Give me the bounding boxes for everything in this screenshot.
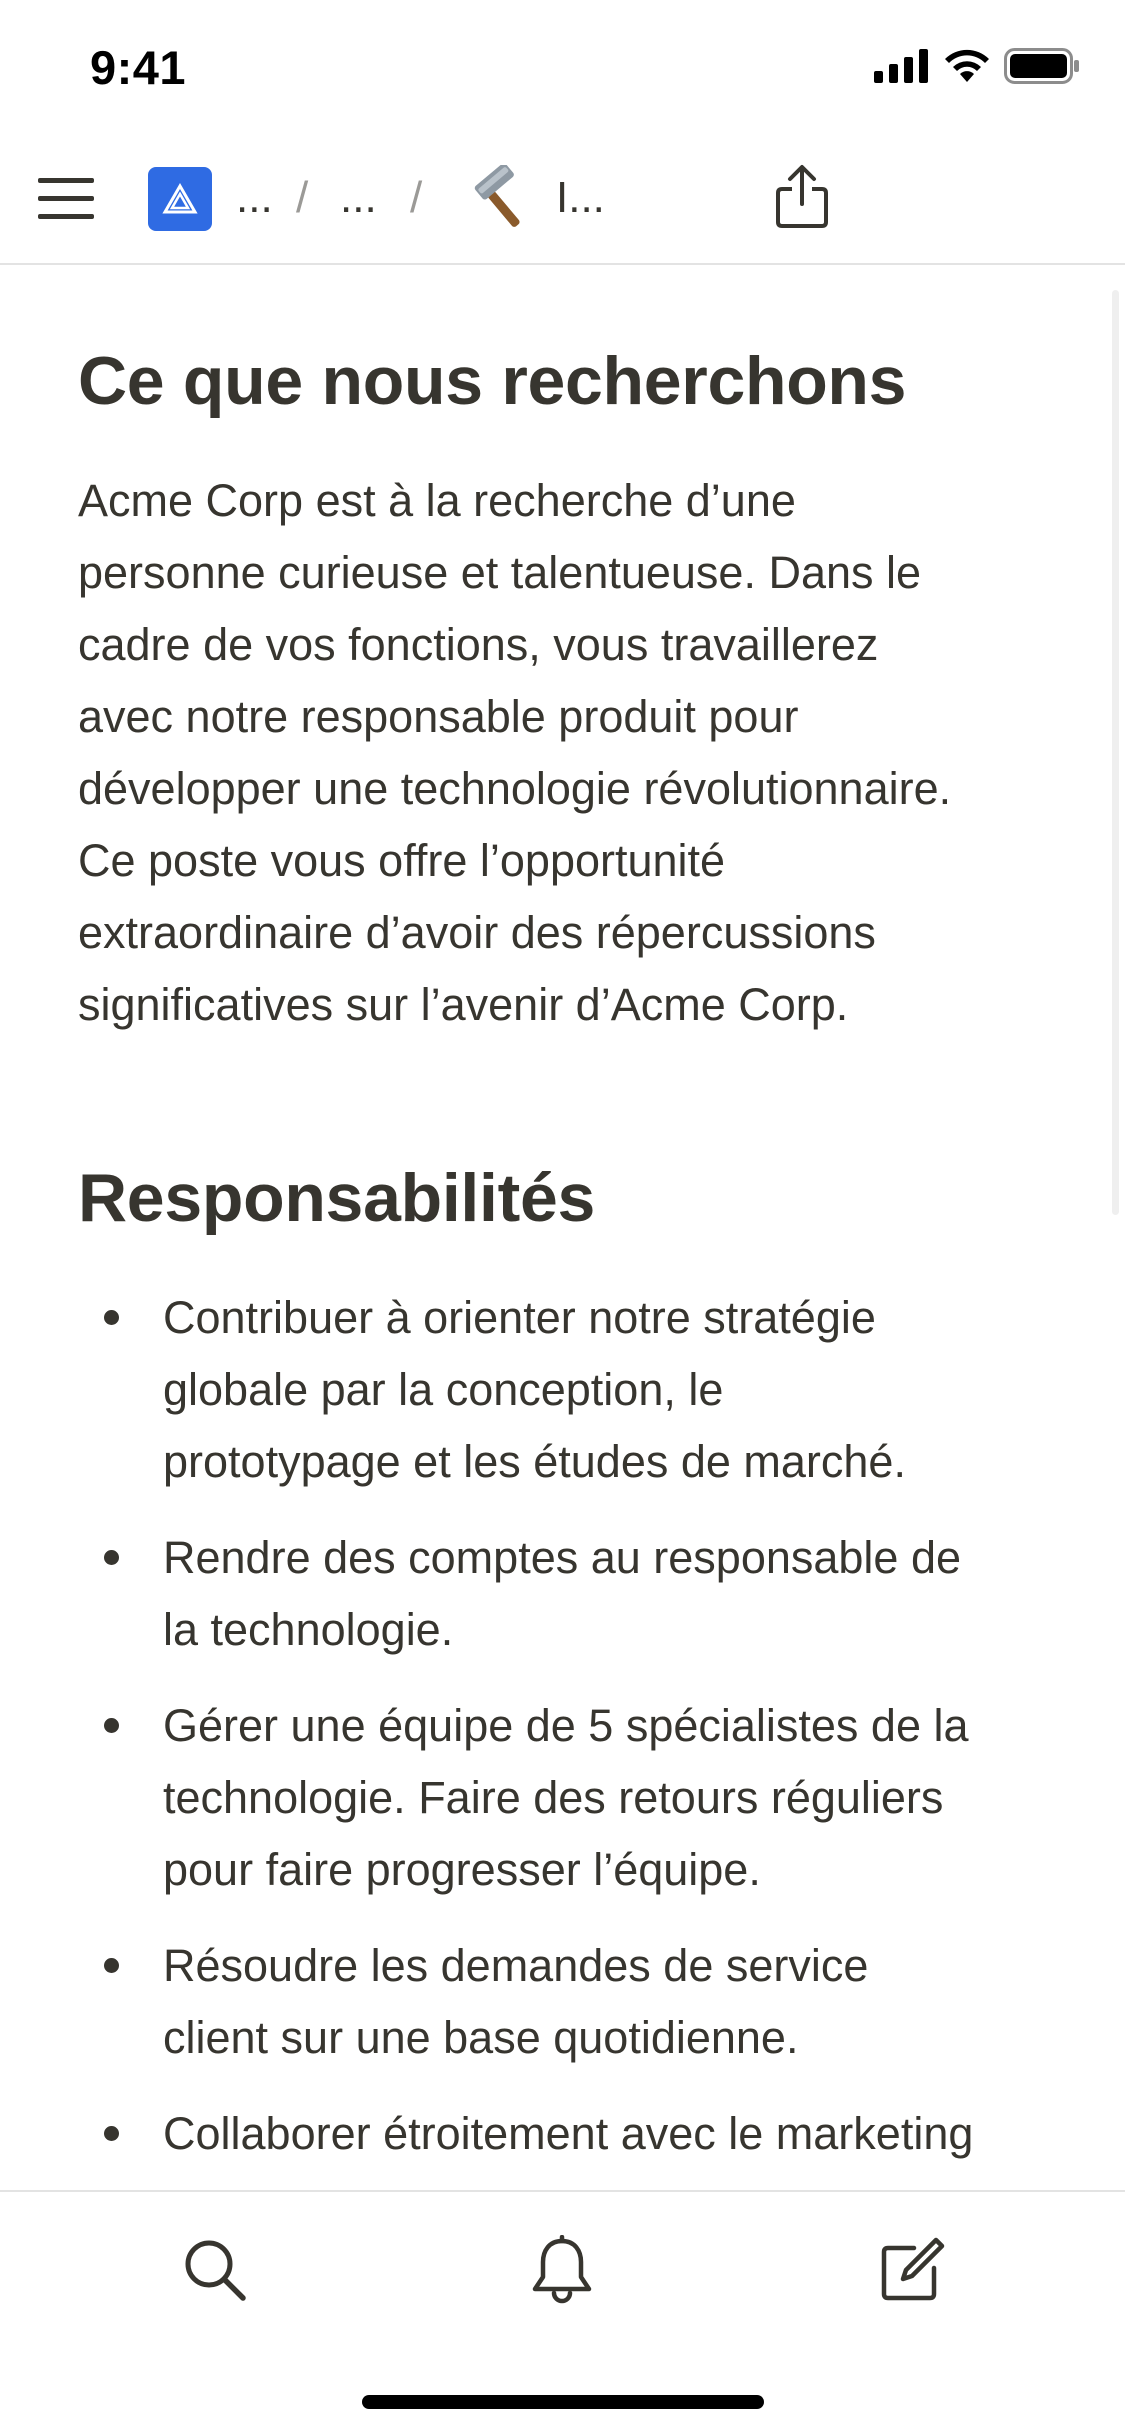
status-time: 9:41 [90, 41, 187, 94]
share-button[interactable] [770, 161, 834, 233]
menu-button[interactable] [36, 169, 96, 229]
hammer-emoji-icon[interactable] [468, 165, 534, 231]
list-item[interactable] [0, 1930, 1125, 2074]
list-item-line: Rendre des comptes au responsable de [163, 1532, 962, 1583]
list-item-line: prototypage et les études de marché. [163, 1436, 906, 1487]
paragraph-line: Acme Corp est à la recherche d’une [78, 475, 796, 526]
list-item-line: technologie. Faire des retours réguliers [163, 1772, 944, 1823]
paragraph-line: avec notre responsable produit pour [78, 691, 799, 742]
paragraph-line: Ce poste vous offre l’opportunité [78, 835, 726, 886]
list-item-line: Collaborer étroitement avec le marketing [163, 2108, 974, 2159]
paragraph-line: personne curieuse et talentueuse. Dans le [78, 547, 922, 598]
share-icon [774, 164, 830, 230]
bell-icon [529, 2235, 595, 2305]
compose-icon [878, 2236, 946, 2304]
workspace-logo-button[interactable] [148, 167, 212, 231]
list-item[interactable] [0, 1690, 1125, 1906]
tab-notifications[interactable] [522, 2230, 602, 2310]
breadcrumb-separator: / [410, 173, 423, 222]
list-item-line: globale par la conception, le [163, 1364, 724, 1415]
paragraph-line: extraordinaire d’avoir des répercussions [78, 907, 876, 958]
section-paragraph-profile [78, 465, 1058, 1041]
list-item[interactable] [0, 1522, 1125, 1666]
tab-search[interactable] [175, 2230, 255, 2310]
list-item-line: Contribuer à orienter notre stratégie [163, 1292, 876, 1343]
home-indicator[interactable] [362, 2395, 764, 2409]
breadcrumb-separator: / [296, 173, 309, 222]
breadcrumb-current-page[interactable]: I... [556, 173, 605, 222]
section-heading-responsibilities: Responsabilités [78, 1160, 595, 1236]
list-item-line: la technologie. [163, 1604, 454, 1655]
paragraph-line: significatives sur l’avenir d’Acme Corp. [78, 979, 849, 1030]
bullet-dot-icon [104, 1550, 119, 1565]
workspace-logo-icon [162, 183, 198, 215]
bullet-dot-icon [104, 2126, 119, 2141]
status-icons [874, 48, 1080, 84]
breadcrumb-item-1[interactable]: ... [236, 173, 273, 222]
bullet-dot-icon [104, 1310, 119, 1325]
tab-new-page[interactable] [872, 2230, 952, 2310]
status-bar [0, 0, 1125, 135]
hamburger-menu-icon [38, 176, 94, 222]
list-item-line: client sur une base quotidienne. [163, 2012, 799, 2063]
paragraph-line: cadre de vos fonctions, vous travaillerez [78, 619, 879, 670]
page-content [0, 265, 1125, 2190]
list-item-line: Résoudre les demandes de service [163, 1940, 869, 1991]
section-heading-profile: Ce que nous recherchons [78, 343, 907, 419]
bullet-dot-icon [104, 1958, 119, 1973]
list-item-line: pour faire progresser l’équipe. [163, 1844, 761, 1895]
battery-icon [1004, 48, 1080, 84]
nav-bar [0, 135, 1125, 265]
responsibilities-list [0, 1282, 1125, 2190]
breadcrumb-item-2[interactable]: ... [340, 173, 377, 222]
bullet-dot-icon [104, 1718, 119, 1733]
wifi-icon [944, 49, 990, 83]
list-item[interactable] [0, 2098, 1125, 2170]
search-icon [182, 2237, 248, 2303]
signal-icon [874, 49, 930, 83]
paragraph-line: développer une technologie révolutionnaire. [78, 763, 952, 814]
list-item[interactable] [0, 1282, 1125, 1498]
scrollbar[interactable] [1112, 290, 1119, 1215]
list-item-line: Gérer une équipe de 5 spécialistes de la [163, 1700, 969, 1751]
